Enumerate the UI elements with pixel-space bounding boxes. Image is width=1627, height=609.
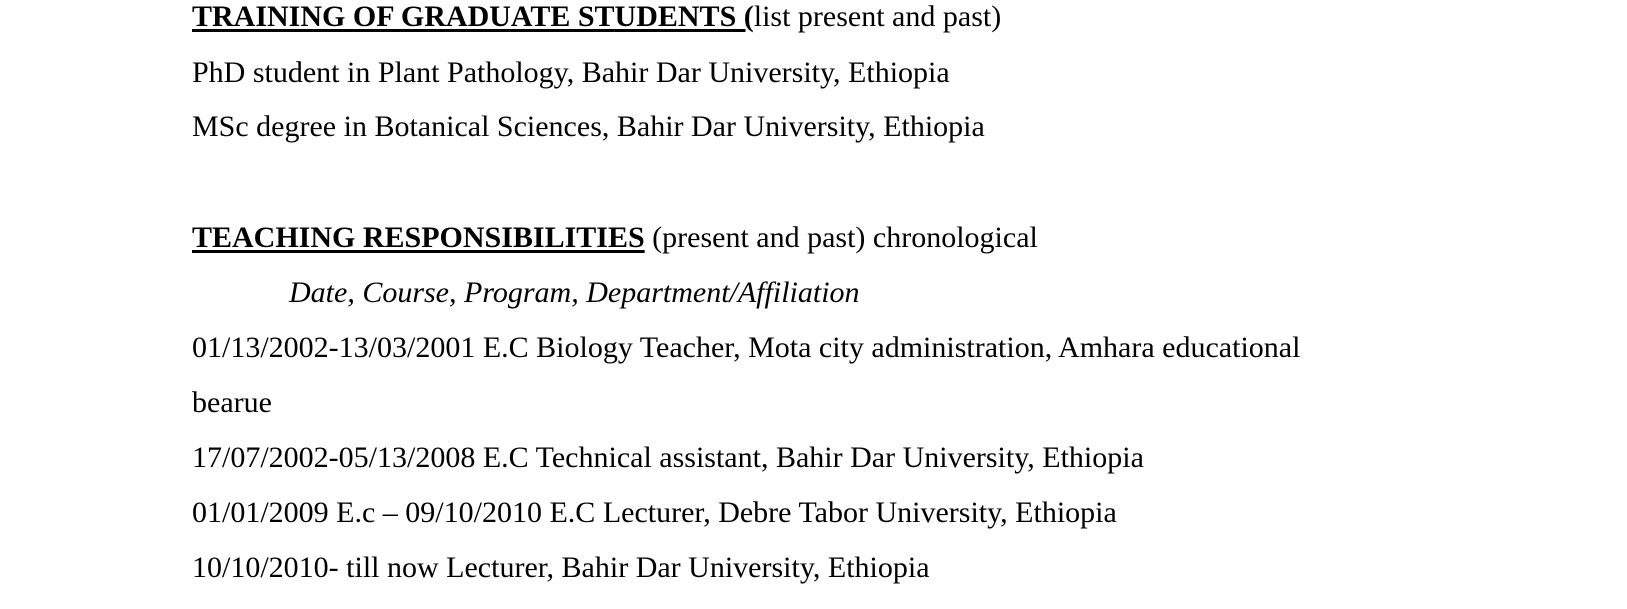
training-heading-line xyxy=(192,0,1001,34)
training-item-phd: PhD student in Plant Pathology, Bahir Dar University, Ethiopia xyxy=(192,56,950,89)
teaching-entry-3: 01/01/2009 E.c – 09/10/2010 E.C Lecturer, Debre Tabor University, Ethiopia xyxy=(192,496,1117,529)
training-note: list present and past) xyxy=(753,0,1002,33)
teaching-note: (present and past) chronological xyxy=(644,221,1038,254)
teaching-entry-4: 10/10/2010- till now Lecturer, Bahir Dar University, Ethiopia xyxy=(192,551,930,584)
teaching-heading: TEACHING RESPONSIBILITIES xyxy=(192,221,645,254)
teaching-format-line: Date, Course, Program, Department/Affiliation xyxy=(289,276,860,309)
teaching-entry-1: 01/13/2002-13/03/2001 E.C Biology Teacher, Mota city administration, Amhara educational xyxy=(192,331,1301,364)
training-heading: TRAINING OF GRADUATE STUDENTS ( xyxy=(192,0,754,33)
teaching-entry-1-continued: bearue xyxy=(192,386,272,419)
teaching-entry-2: 17/07/2002-05/13/2008 E.C Technical assistant, Bahir Dar University, Ethiopia xyxy=(192,441,1144,474)
teaching-heading-line xyxy=(192,221,1038,255)
training-item-msc: MSc degree in Botanical Sciences, Bahir Dar University, Ethiopia xyxy=(192,110,985,143)
